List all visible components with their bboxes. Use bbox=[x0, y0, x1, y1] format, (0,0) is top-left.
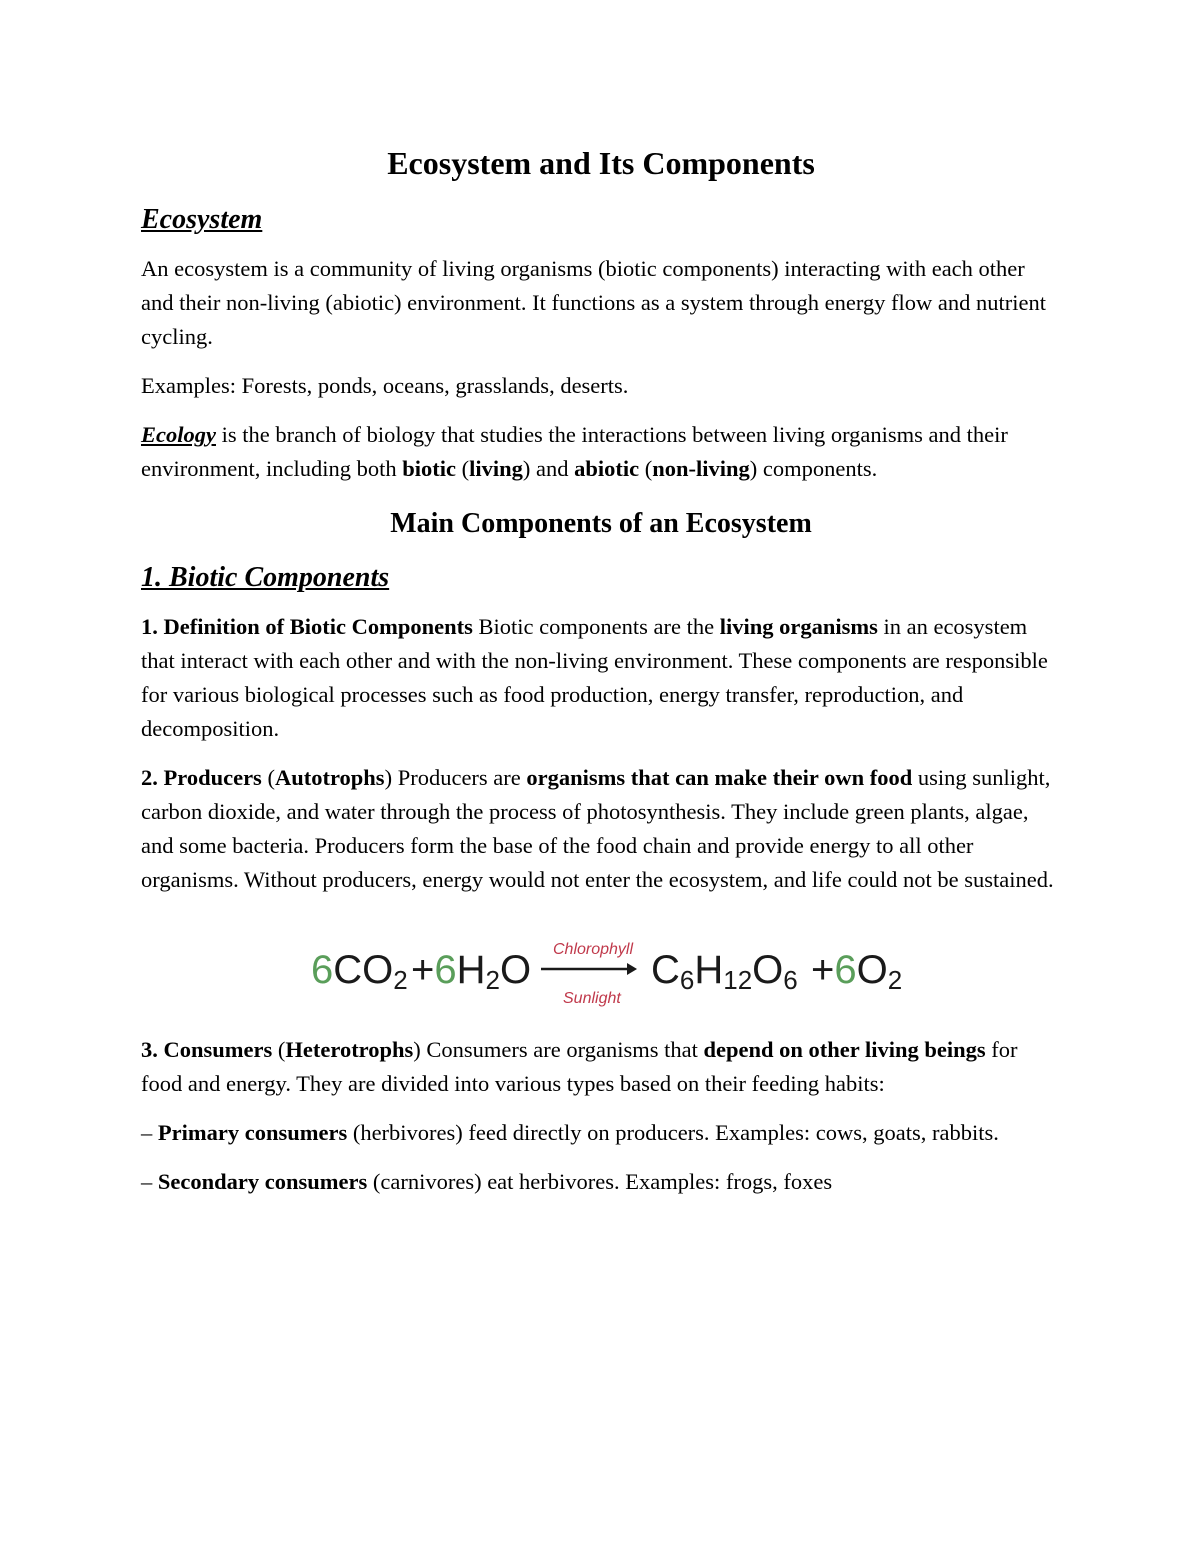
secondary-consumers-label: Secondary consumers bbox=[157, 1169, 368, 1194]
document-title: Ecosystem and Its Components bbox=[387, 145, 815, 181]
arrow-label-below: Sunlight bbox=[563, 990, 621, 1007]
secondary-consumers-item bbox=[141, 1165, 1061, 1199]
consumers-paragraph bbox=[141, 1033, 1061, 1101]
ecology-text: is the branch of biology that studies the interactions between living organisms and their environment, including both bbox=[141, 422, 1008, 481]
document-page bbox=[141, 140, 1061, 1199]
svg-text:6CO2 bbox=[311, 948, 408, 995]
ecology-term: Ecology bbox=[141, 422, 216, 447]
primary-consumers-text: (herbivores) feed directly on producers. Examples: cows, goats, rabbits. bbox=[347, 1120, 999, 1145]
producers-text: using sunlight, carbon dioxide, and water through the process of photosynthesis. They include green plants, algae, and some bacteria. Producers form the base of the food chain and provide energy to all other organisms. Without producers, energy would not enter the ecosystem, and life could not be sustained. bbox=[141, 765, 1054, 892]
producers-label: 2. Producers bbox=[141, 765, 262, 790]
consumers-text: for food and energy. They are divided into various types based on their feeding habits: bbox=[141, 1037, 1018, 1096]
arrow-label-above: Chlorophyll bbox=[553, 941, 634, 958]
subscript: 2 bbox=[485, 965, 500, 995]
coefficient: 6 bbox=[834, 948, 857, 992]
primary-consumers-label: Primary consumers bbox=[157, 1120, 348, 1145]
subscript: 2 bbox=[887, 965, 903, 995]
biotic-definition-label: 1. Definition of Biotic Components bbox=[141, 614, 473, 639]
ecosystem-definition: An ecosystem is a community of living organisms (biotic components) interacting with each other and their non-living (abiotic) environment. It functions as a system through energy flow and nutrient cycling. bbox=[141, 256, 1046, 349]
consumers-bold: Heterotrophs bbox=[285, 1037, 414, 1062]
ecology-bold: living bbox=[469, 456, 523, 481]
biotic-definition bbox=[141, 610, 1061, 746]
photosynthesis-equation bbox=[141, 921, 1061, 1031]
formula: O bbox=[499, 948, 532, 992]
producers-bold: organisms that can make their own food bbox=[526, 765, 913, 790]
formula: H bbox=[456, 948, 486, 992]
coefficient: 6 bbox=[311, 948, 334, 992]
arrow-head-icon bbox=[627, 963, 637, 975]
ecology-text: ( bbox=[455, 456, 470, 481]
svg-text:+6H2O bbox=[411, 948, 531, 995]
biotic-text: Biotic components are the bbox=[472, 614, 720, 639]
plus-sign: + bbox=[811, 948, 835, 992]
biotic-text: in an ecosystem that interact with each other and with the non-living environment. These components are responsible for various biological processes such as food production, energy transfer, reproduction, and decomposition. bbox=[141, 614, 1048, 741]
producers-paragraph bbox=[141, 761, 1061, 897]
ecology-text: ) and bbox=[522, 456, 575, 481]
formula: O bbox=[752, 948, 784, 992]
producers-text: ( bbox=[261, 765, 275, 790]
formula: CO bbox=[333, 948, 394, 992]
subscript: 12 bbox=[723, 965, 753, 995]
ecology-text: ) components. bbox=[749, 456, 878, 481]
list-dash: – bbox=[141, 1169, 158, 1194]
consumers-bold: depend on other living beings bbox=[703, 1037, 986, 1062]
subscript: 6 bbox=[679, 965, 695, 995]
consumers-label: 3. Consumers bbox=[141, 1037, 273, 1062]
equation-figure bbox=[311, 921, 903, 1031]
section-heading-biotic: 1. Biotic Components bbox=[141, 562, 390, 593]
section-heading-ecosystem: Ecosystem bbox=[141, 204, 263, 235]
secondary-consumers-text: (carnivores) eat herbivores. Examples: frogs, foxes bbox=[367, 1169, 833, 1194]
ecosystem-examples: Examples: Forests, ponds, oceans, grasslands, deserts. bbox=[141, 373, 629, 398]
svg-text:+6O2 bbox=[811, 948, 902, 995]
biotic-bold: living organisms bbox=[719, 614, 878, 639]
ecology-definition bbox=[141, 418, 1061, 486]
ecology-text: ( bbox=[639, 456, 653, 481]
coefficient: 6 bbox=[434, 948, 457, 992]
ecology-bold: non-living bbox=[652, 456, 750, 481]
formula: C bbox=[651, 948, 680, 992]
consumers-text: ) Consumers are organisms that bbox=[413, 1037, 704, 1062]
plus-sign: + bbox=[411, 948, 435, 992]
main-components-heading: Main Components of an Ecosystem bbox=[390, 508, 812, 539]
svg-text:C6H12O6 bbox=[651, 948, 798, 995]
producers-bold: Autotrophs bbox=[274, 765, 385, 790]
ecology-bold: abiotic bbox=[574, 456, 640, 481]
formula: H bbox=[694, 948, 724, 992]
ecology-bold: biotic bbox=[402, 456, 456, 481]
subscript: 6 bbox=[783, 965, 798, 995]
producers-text: ) Producers are bbox=[384, 765, 527, 790]
subscript: 2 bbox=[393, 965, 408, 995]
primary-consumers-item bbox=[141, 1116, 1061, 1150]
formula: O bbox=[856, 948, 888, 992]
list-dash: – bbox=[141, 1120, 158, 1145]
consumers-text: ( bbox=[272, 1037, 286, 1062]
